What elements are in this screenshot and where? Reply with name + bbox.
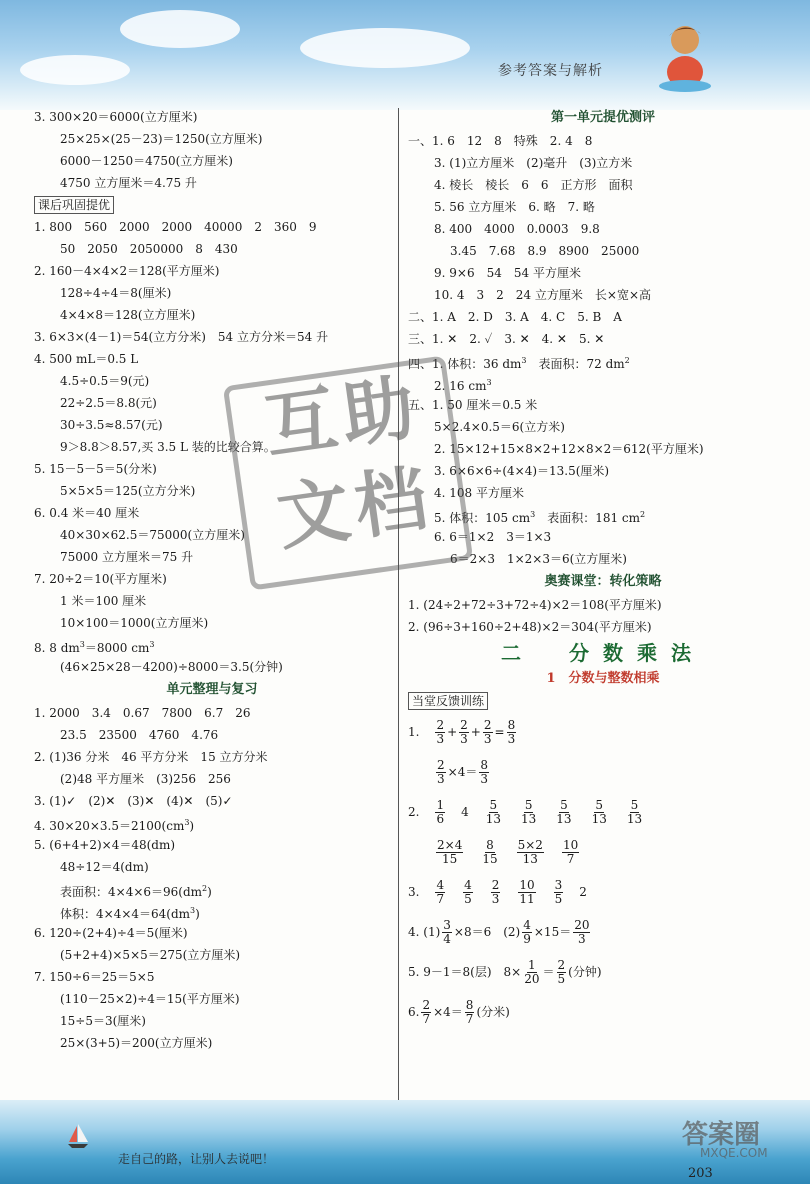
numerator: 2 bbox=[437, 757, 445, 772]
fraction-answer-line bbox=[408, 952, 798, 992]
fraction-answer-line bbox=[408, 992, 798, 1032]
numerator: 2 bbox=[557, 957, 566, 972]
denominator: 9 bbox=[523, 931, 531, 946]
answer-line: 6. 0.4 米＝40 厘米 bbox=[34, 506, 140, 520]
item-number: 1. bbox=[408, 725, 420, 739]
item-number: 2. bbox=[408, 805, 420, 819]
fraction bbox=[463, 879, 473, 906]
site-logo-url: MXQE.COM bbox=[700, 1146, 768, 1160]
answer-line: 4.5÷0.5＝9(元) bbox=[60, 374, 150, 388]
denominator: 15 bbox=[482, 851, 498, 866]
answer-line: 五、1. 50 厘米＝0.5 米 bbox=[408, 398, 538, 412]
numerator: 5 bbox=[630, 797, 639, 812]
answer-line: 7. 150÷6＝25＝5×5 bbox=[34, 970, 155, 984]
answer-line bbox=[408, 372, 798, 394]
fraction-answer-line bbox=[408, 872, 798, 912]
numerator: 5 bbox=[560, 797, 568, 812]
answer-text: ＝8000 cm bbox=[84, 641, 150, 655]
operator: ×4＝ bbox=[433, 1005, 463, 1019]
numerator: 1 bbox=[436, 797, 445, 812]
superscript: 3 bbox=[530, 510, 536, 519]
numerator: 3 bbox=[554, 877, 563, 892]
fraction bbox=[435, 799, 445, 826]
denominator: 13 bbox=[591, 811, 607, 826]
answer-line: 4×4×8＝128(立方厘米) bbox=[60, 308, 196, 322]
answer-line: (5+2+4)×5×5＝275(立方厘米) bbox=[60, 948, 241, 962]
answer-text: ×8＝6 (2) bbox=[453, 925, 521, 939]
item-number: 3. bbox=[408, 885, 420, 899]
fraction bbox=[562, 839, 579, 866]
answer-line: 2. 15×12+15×8×2+12×8×2＝612(平方厘米) bbox=[434, 442, 704, 456]
fraction bbox=[626, 799, 643, 826]
fraction bbox=[436, 759, 446, 786]
answer-line: 1. 800 560 2000 2000 40000 2 360 9 bbox=[34, 220, 317, 234]
answer-line: 2. (96÷3+160÷2+48)×2＝304(平方厘米) bbox=[408, 620, 652, 634]
denominator: 5 bbox=[554, 891, 563, 906]
answer-text: 5. 9－1＝8(层) 8× bbox=[408, 965, 522, 979]
fraction bbox=[481, 839, 498, 866]
superscript: 3 bbox=[149, 640, 155, 649]
answer-line: 6000－1250＝4750(立方厘米) bbox=[60, 154, 233, 168]
watermark-text: 互助 bbox=[259, 364, 426, 469]
numerator: 5 bbox=[489, 797, 498, 812]
unit-title: 二 分数乘法 bbox=[501, 641, 705, 665]
answer-line: 25×(3+5)＝200(立方厘米) bbox=[60, 1036, 213, 1050]
denominator: 7 bbox=[465, 1011, 474, 1026]
fraction bbox=[421, 999, 431, 1026]
superscript: 3 bbox=[486, 378, 492, 387]
operator: = bbox=[494, 725, 505, 739]
answer-line: 7. 20÷2＝10(平方厘米) bbox=[34, 572, 167, 586]
answer-line: 48÷12＝4(dm) bbox=[60, 860, 149, 874]
answer-line bbox=[408, 350, 798, 372]
watermark-stamp bbox=[237, 357, 463, 583]
answer-line: 三、1. ✕ 2. ✓ 3. ✕ 4. ✕ 5. ✕ bbox=[408, 332, 605, 346]
answer-line: 3.45 7.68 8.9 8900 25000 bbox=[450, 244, 640, 258]
fraction-answer-line bbox=[408, 712, 798, 752]
superscript: 3 bbox=[79, 640, 85, 649]
answer-line: 3. 300×20＝6000(立方厘米) bbox=[34, 110, 198, 124]
answer-line: 5. 15－5－5＝5(分米) bbox=[34, 462, 157, 476]
fraction bbox=[479, 759, 489, 786]
fraction bbox=[491, 879, 501, 906]
numerator: 5 bbox=[595, 797, 604, 812]
numerator: 20 bbox=[574, 917, 590, 932]
answer-text: (分米) bbox=[476, 1005, 510, 1019]
superscript: 3 bbox=[190, 906, 196, 915]
answer-line: 1. (24÷2+72÷3+72÷4)×2＝108(平方厘米) bbox=[408, 598, 662, 612]
answer-text: 8. 8 dm bbox=[34, 641, 80, 655]
item-number: 6. bbox=[408, 1005, 420, 1019]
section-tag-line bbox=[34, 194, 390, 216]
item-number: 4. (1) bbox=[408, 925, 441, 939]
answer-line: 6＝2×3 1×2×3＝6(立方厘米) bbox=[450, 552, 627, 566]
lesson-title: 1 分数与整数相乘 bbox=[546, 671, 660, 686]
answer-line: 10×100＝1000(立方厘米) bbox=[60, 616, 209, 630]
answer-line: 75000 立方厘米＝75 升 bbox=[60, 550, 194, 564]
answer-line: 2. (1)36 分米 46 平方分米 15 立方分米 bbox=[34, 750, 268, 764]
numerator: 5 bbox=[524, 797, 533, 812]
fraction bbox=[435, 719, 445, 746]
numerator: 4 bbox=[436, 877, 445, 892]
superscript: 3 bbox=[521, 356, 527, 365]
left-column bbox=[34, 106, 390, 1054]
denominator: 3 bbox=[507, 731, 516, 746]
answer-line: 3. 6×3×(4－1)＝54(立方分米) 54 立方分米＝54 升 bbox=[34, 330, 329, 344]
answer-line: 6. 6＝1×2 3＝1×3 bbox=[434, 530, 552, 544]
answer-line: 40×30×62.5＝75000(立方厘米) bbox=[60, 528, 245, 542]
fraction bbox=[557, 959, 567, 986]
numerator: 2 bbox=[422, 997, 431, 1012]
fraction bbox=[591, 799, 608, 826]
answer-text: (分钟) bbox=[568, 965, 602, 979]
numerator: 2×4 bbox=[437, 837, 463, 852]
column-divider bbox=[398, 108, 399, 1100]
denominator: 6 bbox=[436, 811, 445, 826]
denominator: 5 bbox=[464, 891, 472, 906]
answer-line: 10. 4 3 2 24 立方厘米 长×宽×高 bbox=[434, 288, 651, 302]
fraction bbox=[520, 799, 537, 826]
answer-line: 4. $30\times 20\times 3.5=2100(cm^3)$ bbox=[34, 818, 195, 833]
fraction bbox=[459, 719, 469, 746]
denominator: 3 bbox=[437, 771, 445, 786]
answer-text: 表面积：4×4×6＝96(dm bbox=[60, 885, 203, 899]
answer-line: 3. (1)✓ (2)✕ (3)✕ (4)✕ (5)✓ bbox=[34, 794, 233, 808]
fraction bbox=[485, 799, 502, 826]
fraction-answer-line bbox=[408, 912, 798, 952]
fraction bbox=[465, 999, 475, 1026]
answer-text: 5. 体积：105 cm bbox=[434, 511, 531, 525]
numerator: 8 bbox=[507, 717, 516, 732]
answer-text: 表面积：181 cm bbox=[535, 511, 641, 525]
numerator: 5×2 bbox=[517, 837, 543, 852]
answer-line: 4. 500 mL＝0.5 L bbox=[34, 352, 139, 366]
numerator: 2 bbox=[436, 717, 445, 732]
cloud-decoration bbox=[300, 28, 470, 68]
sailboat-icon bbox=[66, 1122, 90, 1150]
section-heading: 单元整理与复习 bbox=[166, 682, 258, 697]
answer-text: 4 bbox=[461, 805, 469, 819]
denominator: 7 bbox=[436, 891, 445, 906]
fraction bbox=[554, 879, 564, 906]
section-tag: 课后巩固提优 bbox=[34, 196, 114, 214]
answer-line: 22÷2.5＝8.8(元) bbox=[60, 396, 157, 410]
section-heading: 第一单元提优测评 bbox=[550, 110, 655, 125]
answer-text: 2. 16 cm bbox=[434, 379, 487, 393]
fraction bbox=[522, 919, 532, 946]
answer-line: 9＞8.8＞8.57,买 3.5 L 装的比较合算。 bbox=[60, 440, 276, 454]
footer-motto: 走自己的路，让别人去说吧！ bbox=[118, 1152, 275, 1166]
answer-line: 6. 120÷(2+4)÷4＝5(厘米) bbox=[34, 926, 188, 940]
denominator: 13 bbox=[521, 811, 537, 826]
fraction bbox=[507, 719, 517, 746]
answer-line: 15÷5＝3(厘米) bbox=[60, 1014, 146, 1028]
fraction-answer-line bbox=[408, 792, 798, 832]
section-tag: 当堂反馈训练 bbox=[408, 692, 488, 710]
denominator: 4 bbox=[443, 931, 451, 946]
answer-line: 二、1. A 2. D 3. A 4. C 5. B A bbox=[408, 310, 622, 324]
fraction bbox=[518, 879, 535, 906]
denominator: 3 bbox=[491, 891, 500, 906]
numerator: 2 bbox=[460, 717, 468, 732]
answer-line: 128÷4÷4＝8(厘米) bbox=[60, 286, 172, 300]
cloud-decoration bbox=[120, 10, 240, 48]
fraction bbox=[555, 799, 572, 826]
denominator: 3 bbox=[578, 931, 586, 946]
operator: ×4＝ bbox=[447, 765, 478, 779]
numerator: 8 bbox=[486, 837, 494, 852]
operator: + bbox=[447, 725, 458, 739]
fraction-answer-line bbox=[408, 752, 798, 792]
answer-text: 4. 30×20×3.5＝2100(cm bbox=[34, 819, 185, 833]
watermark-text: 文档 bbox=[272, 455, 439, 561]
answer-line: 1 米＝100 厘米 bbox=[60, 594, 147, 608]
fraction-answer-line bbox=[408, 832, 798, 872]
answer-line: 5×2.4×0.5＝6(立方米) bbox=[434, 420, 565, 434]
answer-line: (110－25×2)÷4＝15(平方厘米) bbox=[60, 992, 240, 1006]
fraction bbox=[517, 839, 544, 866]
answer-line: 2. 160－4×4×2＝128(平方厘米) bbox=[34, 264, 220, 278]
numerator: 3 bbox=[443, 917, 451, 932]
numerator: 10 bbox=[562, 837, 579, 852]
section-heading: 奥赛课堂：转化策略 bbox=[544, 574, 662, 589]
numerator: 2 bbox=[483, 717, 492, 732]
denominator: 13 bbox=[485, 811, 502, 826]
denominator: 13 bbox=[556, 811, 572, 826]
operator: + bbox=[470, 725, 481, 739]
page-number: 203 bbox=[688, 1166, 713, 1181]
superscript: 2 bbox=[202, 884, 208, 893]
numerator: 4 bbox=[464, 877, 472, 892]
cloud-decoration bbox=[20, 55, 130, 85]
answer-line: 体积：$4\times 4\times 4=64(dm^3)$ bbox=[60, 906, 200, 921]
denominator: 11 bbox=[519, 891, 535, 906]
numerator: 2 bbox=[491, 877, 500, 892]
denominator: 3 bbox=[483, 731, 492, 746]
answer-line bbox=[34, 634, 390, 656]
answer-text: 表面积：72 dm bbox=[526, 357, 625, 371]
answer-line: 9. 9×6 54 54 平方厘米 bbox=[434, 266, 581, 280]
numerator: 1 bbox=[528, 957, 536, 972]
answer-line: 一、1. 6 12 8 特殊 2. 4 8 bbox=[408, 134, 593, 148]
answer-line: 30÷3.5≈8.57(元) bbox=[60, 418, 163, 432]
answer-line: (2)48 平方厘米 (3)256 256 bbox=[60, 772, 231, 786]
numerator: 10 bbox=[519, 877, 535, 892]
answer-line: 50 2050 2050000 8 430 bbox=[60, 242, 238, 256]
fraction bbox=[435, 879, 445, 906]
numerator: 8 bbox=[480, 757, 488, 772]
fraction bbox=[483, 719, 493, 746]
answer-line: 8. 400 4000 0.0003 9.8 bbox=[434, 222, 600, 236]
fraction bbox=[523, 959, 540, 986]
answer-line: 5. 56 立方厘米 6. 略 7. 略 bbox=[434, 200, 595, 214]
operator: ＝ bbox=[542, 965, 555, 979]
answer-line: 4750 立方厘米＝4.75 升 bbox=[60, 176, 197, 190]
answer-line: 3. 6×6×6÷(4×4)＝13.5(厘米) bbox=[434, 464, 610, 478]
superscript: 2 bbox=[624, 356, 630, 365]
site-logo: 答案圈 bbox=[682, 1120, 761, 1150]
fraction bbox=[573, 919, 590, 946]
denominator: 7 bbox=[566, 851, 575, 866]
denominator: 20 bbox=[524, 971, 540, 986]
answer-line: 25×25×(25－23)＝1250(立方厘米) bbox=[60, 132, 263, 146]
denominator: 3 bbox=[436, 731, 445, 746]
answer-text: 体积：4×4×4＝64(dm bbox=[60, 907, 191, 921]
answer-line: 1. 2000 3.4 0.67 7800 6.7 26 bbox=[34, 706, 251, 720]
denominator: 5 bbox=[557, 971, 566, 986]
header-title: 参考答案与解析 bbox=[498, 63, 603, 79]
superscript: 2 bbox=[640, 510, 646, 519]
numerator: 8 bbox=[465, 997, 474, 1012]
section-tag-line bbox=[408, 690, 798, 712]
superscript: 3 bbox=[184, 818, 190, 827]
denominator: 3 bbox=[460, 731, 468, 746]
answer-line: 5. (6+4+2)×4＝48(dm) bbox=[34, 838, 176, 852]
denominator: 13 bbox=[626, 811, 643, 826]
numerator: 4 bbox=[523, 917, 531, 932]
denominator: 3 bbox=[480, 771, 488, 786]
answer-text: 2 bbox=[579, 885, 587, 899]
answer-line: 5×5×5＝125(立方分米) bbox=[60, 484, 196, 498]
fraction bbox=[436, 839, 463, 866]
answer-line: (46×25×28－4200)÷8000＝3.5(分钟) bbox=[60, 660, 283, 674]
answer-text: ×15＝ bbox=[533, 925, 572, 939]
cartoon-boy-illustration bbox=[655, 20, 715, 95]
answer-line: 4. 108 平方厘米 bbox=[434, 486, 524, 500]
answer-line: 23.5 23500 4760 4.76 bbox=[60, 728, 219, 742]
denominator: 13 bbox=[522, 851, 538, 866]
fraction bbox=[442, 919, 452, 946]
right-column bbox=[408, 106, 798, 1032]
answer-line: 4. 棱长 棱长 6 6 正方形 面积 bbox=[434, 178, 633, 192]
answer-text: 四、1. 体积：36 dm bbox=[408, 357, 522, 371]
denominator: 7 bbox=[422, 1011, 431, 1026]
answer-line: 3. (1)立方厘米 (2)毫升 (3)立方米 bbox=[434, 156, 633, 170]
denominator: 15 bbox=[442, 851, 458, 866]
answer-line: 表面积：$4\times 4\times 6=96(dm^2)$ bbox=[60, 884, 212, 899]
